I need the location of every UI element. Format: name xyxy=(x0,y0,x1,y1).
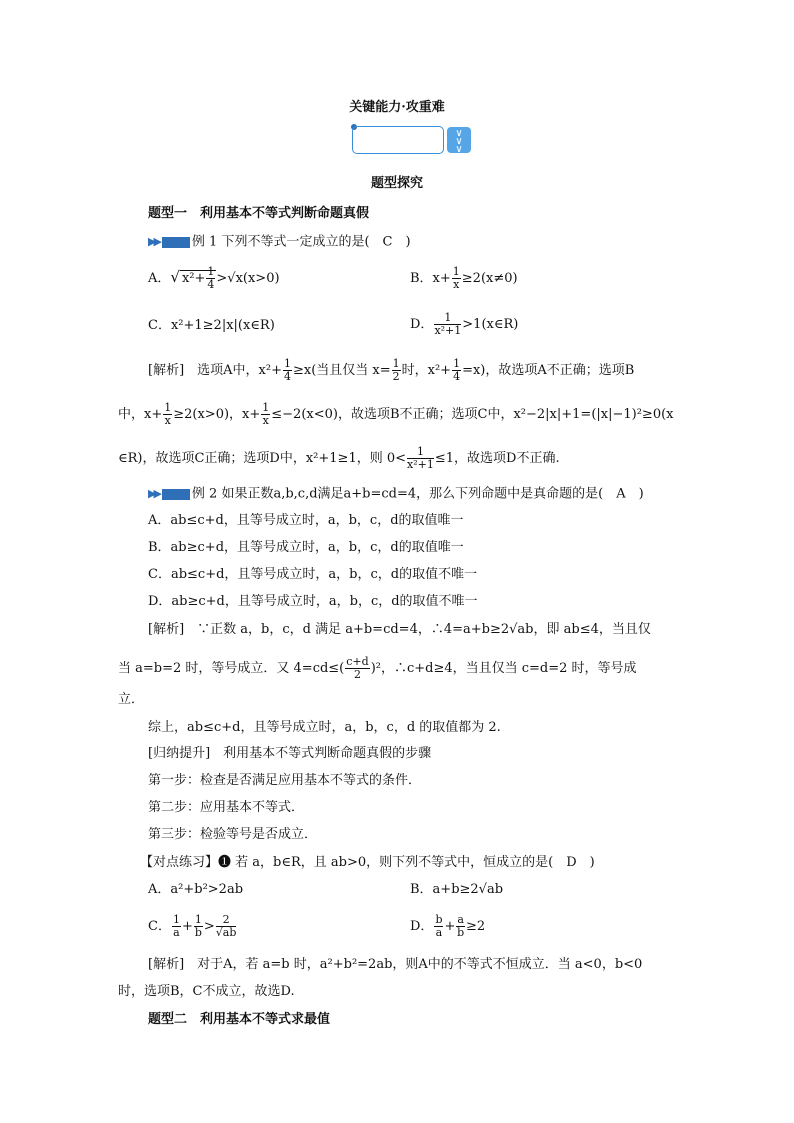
type1-heading: 题型一 利用基本不等式判断命题真假 xyxy=(148,206,370,221)
ex1-solution-line1: [解析] 选项A中，x²+ $\frac{1}{4}$ ≥x(当且仅当 x= $\frac{1}{2}$ 时，x²+ $\frac{1}{4}$ =x)，故选项A不正确；选项B xyxy=(148,357,635,383)
practice-option-b: B．a+b≥2√ab xyxy=(410,882,504,897)
label-tag xyxy=(162,237,190,248)
ex2-solution-line3: 立． xyxy=(118,692,145,707)
practice-stem: 【对点练习】❶ 若 a，b∈R，且 ab>0，则下列不等式中，恒成立的是( D ) xyxy=(140,855,595,870)
example2-stem xyxy=(148,484,644,505)
decorative-title-box xyxy=(352,126,444,154)
ex2-option-c: C．ab≤c+d，且等号成立时，a，b，c，d的取值不唯一 xyxy=(148,567,478,582)
summary-step3: 第三步：检验等号是否成立． xyxy=(148,827,318,842)
arrow-icon: ▶▶ xyxy=(148,487,159,500)
ex2-solution-line1: [解析] ∵正数 a，b，c，d 满足 a+b=cd=4，∴4=a+b≥2√ab，即 ab≤4，当且仅 xyxy=(148,622,651,637)
ex2-option-d: D．ab≥c+d，且等号成立时，a，b，c，d的取值不唯一 xyxy=(148,594,478,609)
section-title: 题型探究 xyxy=(370,176,423,191)
ex1-solution-line3: ∈R)，故选项C正确；选项D中，x²+1≥1，则 0< $\frac{1}{\text{x²+1}}$ ≤1，故选项D不正确. xyxy=(118,445,560,471)
ex2-option-a: A．ab≤c+d，且等号成立时，a，b，c，d的取值唯一 xyxy=(148,513,464,528)
chevron-down-icon: ∨ ∨ ∨ xyxy=(447,127,471,153)
example1-text: 例 1 下列不等式一定成立的是( C ) xyxy=(191,234,411,250)
practice-option-a: A．a²+b²>2ab xyxy=(148,882,244,897)
ex1-solution-line2: 中，x+ $\frac{1}{x}$ ≥2(x>0)，x+ $\frac{1}{x}$ ≤−2(x<0)，故选项B不正确；选项C中，x²−2|x|+1=(|x|−1)²≥0(x xyxy=(118,401,674,427)
summary-step2: 第二步：应用基本不等式． xyxy=(148,800,305,815)
ex1-option-b: B．x+ $\frac{1}{x}$ ≥2(x≠0) xyxy=(410,265,518,291)
arrow-icon: ▶▶ xyxy=(148,235,159,248)
practice-solution-line2: 时，选项B，C不成立，故选D. xyxy=(118,984,295,999)
practice-solution-line1: [解析] 对于A，若 a=b 时，a²+b²=2ab，则A中的不等式不恒成立．当 a<0，b<0 xyxy=(148,957,643,972)
label-tag xyxy=(162,489,190,500)
summary-step1: 第一步：检查是否满足应用基本不等式的条件． xyxy=(148,773,422,788)
practice-option-c: C． $\frac{1}{a}$ + $\frac{1}{b}$ > $\frac{2}{√ab}$ xyxy=(148,913,237,939)
ex1-option-a: A．√ x²+ $\frac{1}{4}$ >√x(x>0) xyxy=(148,265,280,291)
page-title: 关键能力·攻重难 xyxy=(349,100,445,115)
ex1-option-c: C．x²+1≥2|x|(x∈R) xyxy=(148,318,275,333)
ex1-option-d: D． $\frac{1}{\text{x²+1}}$ >1(x∈R) xyxy=(410,311,519,337)
example2-text: 例 2 如果正数a,b,c,d满足a+b=cd=4，那么下列命题中是真命题的是( A ) xyxy=(191,486,644,502)
example1-stem xyxy=(148,232,411,253)
ex2-solution-line2: 当 a=b=2 时，等号成立．又 4=cd≤( $\frac{c+d}{2}$ )²，∴c+d≥4，当且仅当 c=d=2 时，等号成 xyxy=(118,655,637,681)
ex2-option-b: B．ab≥c+d，且等号成立时，a，b，c，d的取值唯一 xyxy=(148,540,464,555)
practice-option-d: D． $\frac{b}{a}$ + $\frac{a}{b}$ ≥2 xyxy=(410,913,486,939)
ex2-solution-line4: 综上，ab≤c+d，且等号成立时，a，b，c，d 的取值都为 2. xyxy=(148,720,501,735)
type2-heading: 题型二 利用基本不等式求最值 xyxy=(148,1012,331,1027)
summary-heading: [归纳提升] 利用基本不等式判断命题真假的步骤 xyxy=(148,746,432,761)
